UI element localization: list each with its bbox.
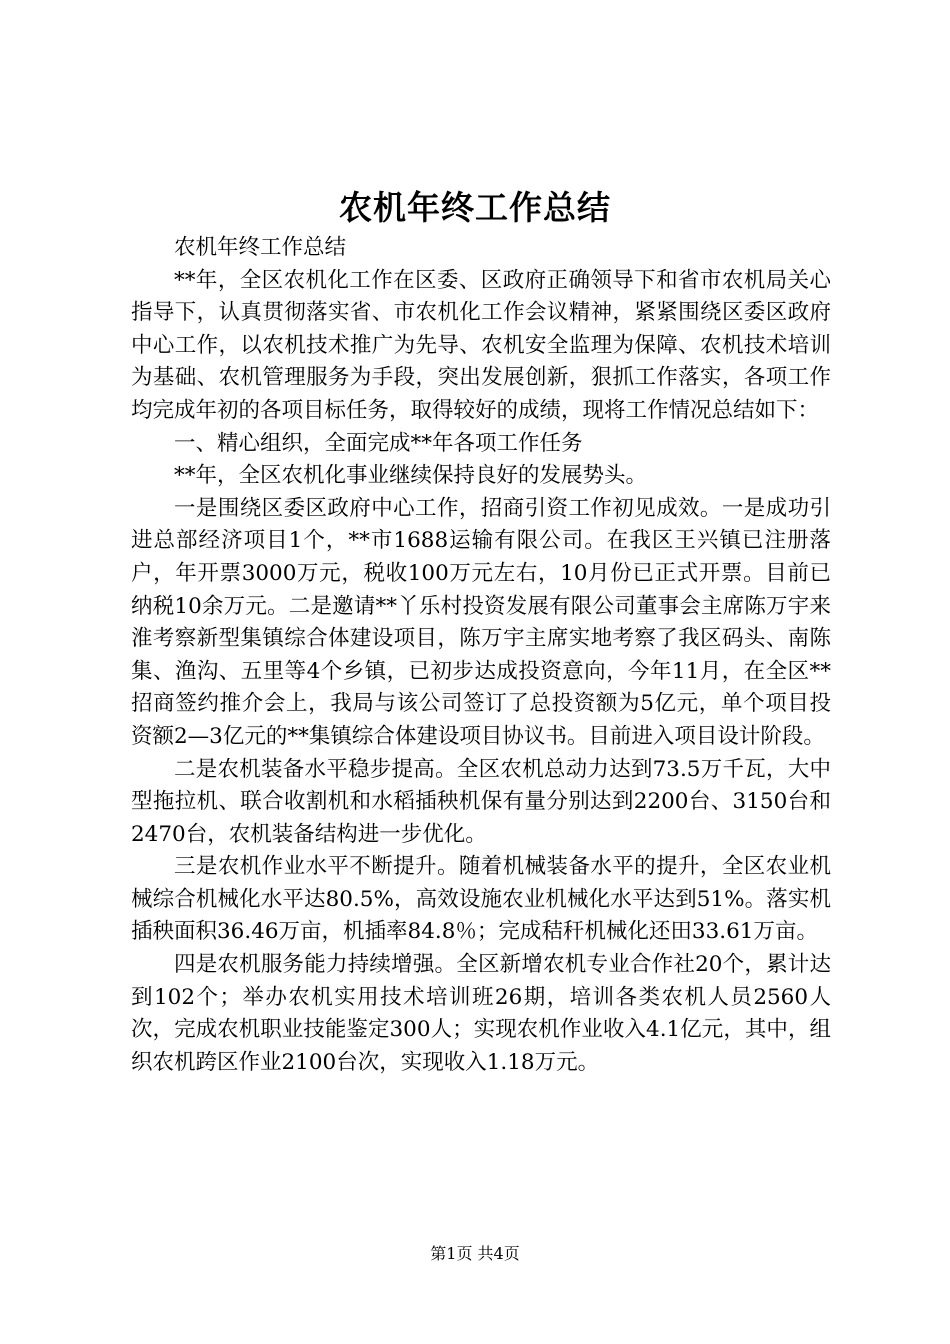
document-title: 农机年终工作总结 bbox=[339, 188, 611, 227]
paragraph-equipment: 二是农机装备水平稳步提高。全区农机总动力达到73.5万千瓦，大中型拖拉机、联合收割机和水稻插秧机保有量分别达到2200台、3150台和2470台，农机装备结构进一步优化。 bbox=[131, 756, 831, 847]
paragraph-overview: **年，全区农机化事业继续保持良好的发展势头。 bbox=[174, 463, 648, 489]
paragraph-intro: **年，全区农机化工作在区委、区政府正确领导下和省市农机局关心指导下，认真贯彻落实省、市农机化工作会议精神，紧紧围绕区委区政府中心工作，以农机技术推广为先导、农机安全监理为保障、农机技术培训为基础、农机管理服务为手段，突出发展创新，狠抓工作落实，各项工作均完成年初的各项目标任务，取得较好的成绩，现将工作情况总结如下： bbox=[131, 267, 831, 423]
paragraph-subtitle: 农机年终工作总结 bbox=[174, 235, 347, 260]
paragraph-operations: 三是农机作业水平不断提升。随着机械装备水平的提升，全区农业机械综合机械化水平达80.5%，高效设施农业机械化水平达到51%。落实机插秧面积36.46万亩，机插率84.8％；完成秸秆机械化还田33.61万亩。 bbox=[131, 854, 831, 945]
document-body bbox=[131, 232, 831, 1079]
section-heading: 一、精心组织，全面完成**年各项工作任务 bbox=[174, 430, 583, 456]
paragraph-investment: 一是围绕区委区政府中心工作，招商引资工作初见成效。一是成功引进总部经济项目1个，**市1688运输有限公司。在我区王兴镇已注册落户，年开票3000万元，税收100万元左右，10月份已正式开票。目前已纳税10余万元。二是邀请**丫乐村投资发展有限公司董事会主席陈万宇来淮考察新型集镇综合体建设项目，陈万宇主席实地考察了我区码头、南陈集、渔沟、五里等4个乡镇，已初步达成投资意向，今年11月，在全区**招商签约推介会上，我局与该公司签订了总投资额为5亿元，单个项目投资额2—3亿元的**集镇综合体建设项目协议书。目前进入项目设计阶段。 bbox=[131, 495, 831, 749]
paragraph-services: 四是农机服务能力持续增强。全区新增农机专业合作社20个，累计达到102个；举办农机实用技术培训班26期，培训各类农机人员2560人次，完成农机职业技能鉴定300人；实现农机作业收入4.1亿元，其中，组织农机跨区作业2100台次，实现收入1.18万元。 bbox=[131, 952, 831, 1075]
page-number: 第1页 共4页 bbox=[430, 1244, 520, 1263]
